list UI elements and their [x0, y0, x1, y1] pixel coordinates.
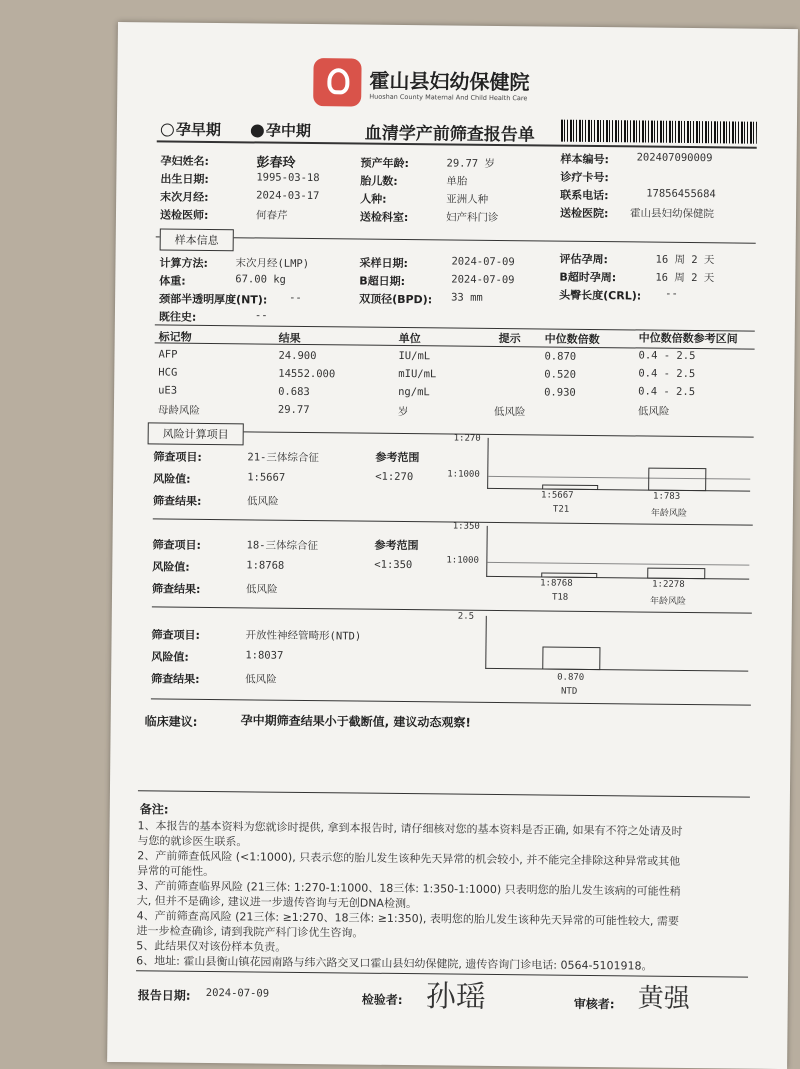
- table-row: AFP 24.900 IU/mL 0.870 0.4 - 2.5: [158, 348, 696, 363]
- chart-t21: [487, 438, 751, 492]
- note-line: 1、本报告的基本资料为您就诊时提供, 拿到本报告时, 请仔细核对您的基本资料是否正确, 如果有不符之处请及时: [137, 819, 683, 838]
- notes-title: 备注:: [139, 802, 169, 817]
- chart-ntd: [485, 616, 749, 672]
- tester-label: 检验者:: [361, 992, 403, 1008]
- sample-info: 计算方法: 末次月经(LMP) 采样日期: 2024-07-09 评估孕周: 16 周 2 天 体重: 67.00 kg B超日期: 2024-07-09 B超时孕周: 16 周 2 天 颈部半透明厚度(NT): -- 双顶径(BPD): 33 mm 头臀长度(CRL): -- 既往史: --: [158, 252, 715, 324]
- section-sample-info: 样本信息: [160, 228, 234, 251]
- advice-label: 临床建议:: [144, 714, 198, 729]
- note-line: 3、产前筛查临界风险 (21三体: 1:270-1:1000、18三体: 1:350-1:1000) 只表明您的胎儿发生该病的可能性稍: [136, 879, 681, 898]
- col-range: 中位数倍数参考区间: [638, 331, 738, 346]
- note-line: 与您的就诊医生联系。: [137, 834, 248, 849]
- note-line: 大, 但并不是确诊, 建议进一步遗传咨询与无创DNA检测。: [136, 894, 418, 911]
- notes-list: [136, 818, 683, 974]
- hospital-logo-icon: [313, 58, 362, 107]
- risk-t21: 筛查项目: 21-三体综合征 参考范围 风险值: 1:5667 <1:270 筛查结果: 低风险 1:270 1:1000 1:5667 T21 1:783 年龄风险: [118, 22, 798, 29]
- report-date: 2024-07-09: [205, 986, 270, 1000]
- patient-lmp: 2024-03-17: [256, 189, 320, 203]
- tester-signature: 孙瑶: [425, 979, 486, 1015]
- department: 妇产科门诊: [445, 211, 499, 224]
- table-row: uE3 0.683 ng/mL 0.930 0.4 - 2.5: [158, 384, 696, 399]
- col-hint: 提示: [498, 332, 521, 346]
- doctor-name: 何春芹: [255, 209, 288, 222]
- table-row: 母龄风险 29.77 岁 低风险 低风险: [157, 403, 670, 419]
- advice-text: 孕中期筛查结果小于截断值, 建议动态观察!: [240, 713, 471, 730]
- patient-phone: 17856455684: [646, 187, 716, 201]
- period-early-option: 孕早期: [161, 118, 221, 140]
- bar-t21-age: [648, 468, 706, 492]
- bar-ntd: [542, 646, 600, 670]
- report-paper: [107, 22, 798, 1069]
- col-result: 结果: [278, 331, 301, 345]
- note-line: 5、此结果仅对该份样本负责。: [136, 939, 287, 954]
- patient-race: 亚洲人种: [446, 193, 489, 206]
- bar-t21: [542, 484, 598, 490]
- patient-name: 彭春玲: [256, 155, 296, 171]
- reviewer-label: 审核者:: [573, 996, 615, 1012]
- bar-t18: [541, 572, 597, 578]
- barcode-icon: [561, 120, 757, 144]
- radio-filled-icon: [251, 124, 264, 137]
- note-line: 2、产前筛查低风险 (<1:1000), 只表示您的胎儿发生该种先天异常的机会较小, 并不能完全排除这种异常或其他: [137, 849, 681, 868]
- hospital-name-en: Huoshan County Maternal And Child Health Care: [369, 92, 528, 103]
- bar-t18-age: [647, 568, 705, 580]
- hospital-name: 霍山县妇幼保健院: [369, 68, 530, 95]
- risk-ntd: 筛查项目: 开放性神经管畸形(NTD) 风险值: 1:8037 筛查结果: 低风险 2.5 0.870 NTD: [118, 22, 798, 29]
- report-date-label: 报告日期:: [137, 988, 191, 1003]
- col-mom: 中位数倍数: [544, 332, 600, 347]
- table-row: HCG 14552.000 mIU/mL 0.520 0.4 - 2.5: [158, 366, 696, 381]
- note-line: 异常的可能性。: [137, 864, 215, 879]
- radio-empty-icon: [161, 123, 174, 136]
- col-marker: 标记物: [158, 330, 192, 344]
- chart-t18: [486, 526, 750, 580]
- col-unit: 单位: [398, 331, 421, 346]
- patient-info: 孕妇姓名: 彭春玲 预产年龄: 29.77 岁 样本编号: 202407090009 出生日期: 1995-03-18 胎儿数: 单胎 诊疗卡号: 末次月经: 2024-03-17 人种: 亚洲人种 联系电话: 17856455684 送检医师: 何春芹 送检科室: 妇产科门诊 送检医院: 霍山县妇幼保健院: [159, 151, 716, 225]
- send-hospital: 霍山县妇幼保健院: [629, 207, 715, 221]
- sample-number: 202407090009: [636, 151, 713, 165]
- risk-t18: 筛查项目: 18-三体综合征 参考范围 风险值: 1:8768 <1:350 筛查结果: 低风险 1:350 1:1000 1:8768 T18 1:2278 年龄风险: [118, 22, 798, 29]
- note-line: 6、地址: 霍山县衡山镇花园南路与纬六路交叉口霍山县妇幼保健院, 遗传咨询门诊电话: 0564-5101918。: [136, 954, 653, 973]
- report-title: 血清学产前筛查报告单: [364, 123, 535, 146]
- note-line: 4、产前筛查高风险 (21三体: ≥1:270、18三体: ≥1:350), 表明您的胎儿发生该种先天异常的可能性较大, 需要: [136, 909, 679, 928]
- patient-dob: 1995-03-18: [256, 171, 320, 185]
- note-line: 进一步检查确诊, 请到我院产科门诊优生咨询。: [136, 924, 364, 940]
- fetus-count: 单胎: [446, 175, 468, 188]
- period-mid-option: 孕中期: [251, 119, 311, 141]
- section-risk: 风险计算项目: [148, 422, 244, 445]
- patient-age: 29.77 岁: [446, 157, 496, 170]
- reviewer-signature: 黄强: [637, 983, 690, 1015]
